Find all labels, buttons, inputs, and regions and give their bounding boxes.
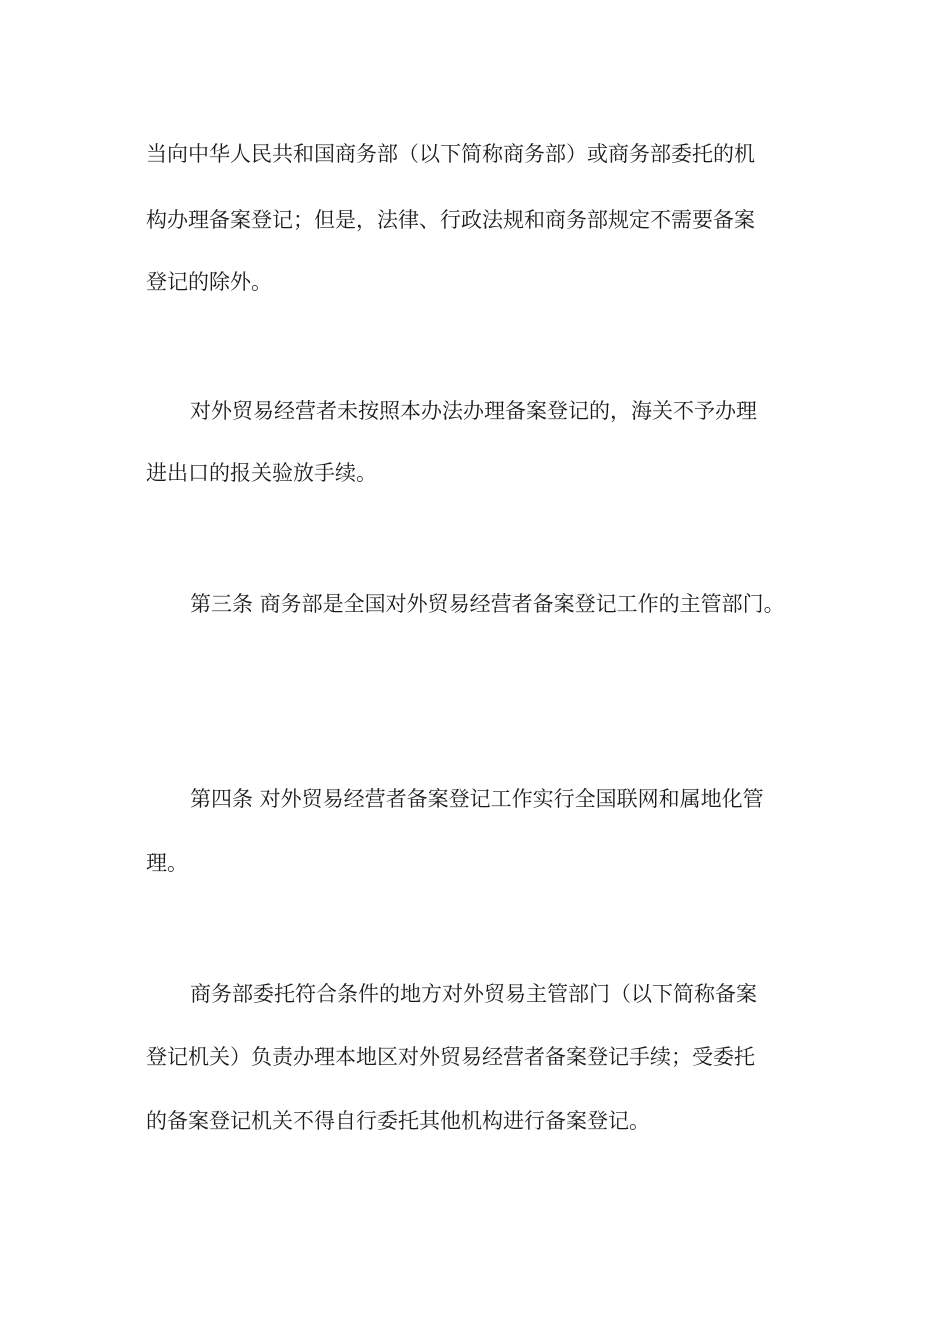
paragraph-2-line-2: 进出口的报关验放手续。 <box>146 461 377 485</box>
paragraph-1-line-3: 登记的除外。 <box>146 270 272 294</box>
paragraph-1-line-2: 构办理备案登记；但是，法律、行政法规和商务部规定不需要备案 <box>146 208 755 232</box>
paragraph-5-line-3: 的备案登记机关不得自行委托其他机构进行备案登记。 <box>146 1109 650 1133</box>
paragraph-2-line-1: 对外贸易经营者未按照本办法办理备案登记的，海关不予办理 <box>190 399 757 423</box>
article-3-line-1: 第三条 商务部是全国对外贸易经营者备案登记工作的主管部门。 <box>190 592 785 616</box>
article-4-line-2: 理。 <box>146 851 188 875</box>
paragraph-1-line-1: 当向中华人民共和国商务部（以下简称商务部）或商务部委托的机 <box>146 142 755 166</box>
paragraph-5-line-2: 登记机关）负责办理本地区对外贸易经营者备案登记手续；受委托 <box>146 1045 755 1069</box>
paragraph-5-line-1: 商务部委托符合条件的地方对外贸易主管部门（以下简称备案 <box>190 982 757 1006</box>
article-4-line-1: 第四条 对外贸易经营者备案登记工作实行全国联网和属地化管 <box>190 787 764 811</box>
